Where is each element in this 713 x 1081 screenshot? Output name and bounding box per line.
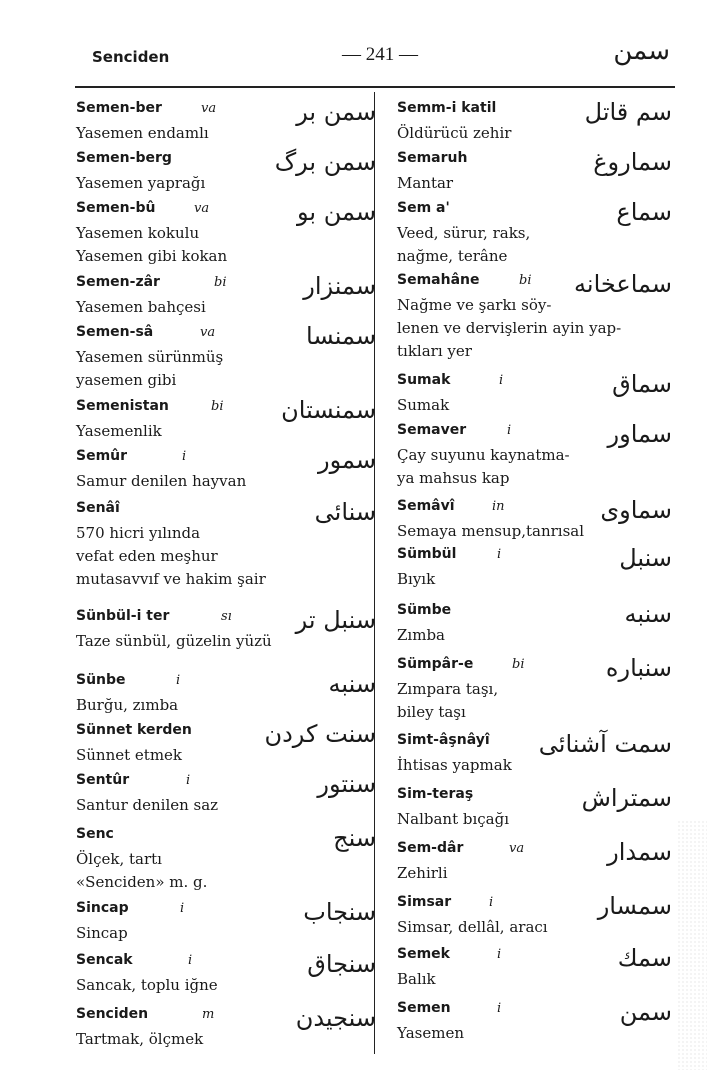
entry-arabic-script: سنائی (314, 498, 376, 526)
entry-arabic-script: سمن بر (296, 98, 376, 126)
entry-definition (76, 420, 162, 443)
entry-arabic-script: سمن بو (297, 198, 376, 226)
definition-line: tıkları yer (397, 342, 472, 360)
entry-term: Semâvî (397, 498, 455, 514)
entry-definition (397, 916, 548, 939)
definition-line: «Senciden» m. g. (76, 873, 208, 891)
definition-line: yasemen gibi (76, 371, 177, 389)
entry-definition (397, 294, 621, 363)
definition-line: Sumak (397, 396, 450, 414)
definition-line: Taze sünbül, güzelin yüzü (76, 632, 272, 650)
entry-definition (76, 1028, 203, 1051)
entry-term: Semaver (397, 422, 467, 438)
entry-grammar-tag: in (492, 499, 505, 514)
entry-grammar-tag: va (194, 201, 210, 216)
entry-definition (76, 522, 266, 591)
entry-term: Sümbe (397, 602, 452, 618)
entry-term: Senciden (76, 1006, 149, 1022)
entry-term: Simt-âşnâyî (397, 732, 490, 748)
entry-arabic-script: سنجیدن (295, 1004, 376, 1032)
entry-term: Sem a' (397, 200, 450, 216)
entry-term: Semen-ber (76, 100, 162, 116)
entry-arabic-script: سنبه (624, 600, 672, 628)
entry-grammar-tag: bi (519, 273, 532, 288)
entry-definition (397, 968, 436, 991)
definition-line: ya mahsus kap (397, 469, 510, 487)
entry-term: Semen-zâr (76, 274, 160, 290)
definition-line: Yasemen yaprağı (76, 174, 206, 192)
definition-line: Veed, sürur, raks, (397, 224, 531, 242)
entry-arabic-script: سماع (616, 198, 672, 226)
definition-line: Öldürücü zehir (397, 124, 512, 142)
header-guide-word: Senciden (92, 48, 170, 66)
definition-line: Ölçek, tartı (76, 850, 162, 868)
entry-arabic-script: سمت آشنائی (538, 730, 672, 758)
entry-grammar-tag: i (497, 947, 502, 962)
definition-line: Samur denilen hayvan (76, 472, 247, 490)
definition-line: Sincap (76, 924, 128, 942)
entry-grammar-tag: va (201, 101, 217, 116)
entry-term: Senc (76, 826, 114, 842)
definition-line: Yasemen gibi kokan (76, 247, 228, 265)
entry-definition (76, 848, 207, 894)
definition-line: Yasemenlik (76, 422, 162, 440)
entry-grammar-tag: bi (214, 275, 227, 290)
entry-definition (76, 296, 206, 319)
entry-definition (76, 974, 218, 997)
entry-arabic-script: سمك (617, 944, 672, 972)
entry-grammar-tag: i (489, 895, 494, 910)
entry-definition (397, 520, 584, 543)
entry-grammar-tag: m (202, 1007, 215, 1022)
entry-arabic-script: سم قاتل (584, 98, 672, 126)
entry-arabic-script: سنتور (317, 770, 376, 798)
entry-definition (76, 222, 227, 268)
entry-definition (397, 624, 445, 647)
entry-arabic-script: سنجاق (307, 950, 376, 978)
entry-definition (76, 470, 246, 493)
entry-term: Sümbül (397, 546, 457, 562)
entry-term: Semm-i katil (397, 100, 497, 116)
definition-line: Tartmak, ölçmek (76, 1030, 204, 1048)
entry-definition (397, 862, 448, 885)
entry-term: Sim-teraş (397, 786, 474, 802)
entry-arabic-script: سمنزار (303, 272, 376, 300)
entry-arabic-script: سماوی (600, 496, 672, 524)
entry-arabic-script: سمنستان (281, 396, 376, 424)
entry-arabic-script: سمن (619, 998, 672, 1026)
entry-term: Semenistan (76, 398, 169, 414)
definition-line: Bıyık (397, 570, 436, 588)
entry-term: Semaruh (397, 150, 468, 166)
entry-definition (76, 172, 205, 195)
definition-line: biley taşı (397, 703, 466, 721)
definition-line: İhtisas yapmak (397, 756, 512, 774)
entry-definition (397, 394, 449, 417)
header-arabic-guide: سمن (613, 36, 670, 66)
entry-definition (76, 346, 223, 392)
entry-term: Semahâne (397, 272, 480, 288)
entry-definition (397, 678, 498, 724)
entry-grammar-tag: i (507, 423, 512, 438)
entry-arabic-script: سمتراش (581, 784, 672, 812)
entry-grammar-tag: bi (512, 657, 525, 672)
entry-term: Semen-sâ (76, 324, 154, 340)
entry-arabic-script: سمسار (597, 892, 672, 920)
entry-definition (76, 922, 128, 945)
entry-term: Semûr (76, 448, 128, 464)
entry-term: Sünbe (76, 672, 126, 688)
definition-line: Burğu, zımba (76, 696, 179, 714)
entry-definition (76, 744, 182, 767)
entry-arabic-script: سماعخانه (574, 270, 672, 298)
entry-grammar-tag: i (176, 673, 181, 688)
entry-grammar-tag: i (499, 373, 504, 388)
entry-arabic-script: سنجاب (303, 898, 376, 926)
entry-grammar-tag: i (182, 449, 187, 464)
entry-definition (76, 794, 218, 817)
entry-grammar-tag: i (497, 1001, 502, 1016)
entry-arabic-script: سنج (333, 824, 376, 852)
entry-definition (397, 172, 453, 195)
entry-definition (397, 122, 511, 145)
entry-term: Sumak (397, 372, 451, 388)
entry-term: Sünnet kerden (76, 722, 192, 738)
definition-line: Zımba (397, 626, 445, 644)
definition-line: Zehirli (397, 864, 448, 882)
entry-arabic-script: سمنسا (306, 322, 376, 350)
entry-term: Senâî (76, 500, 120, 516)
entry-definition (397, 754, 512, 777)
entry-grammar-tag: sı (221, 609, 232, 624)
entry-term: Sünbül-i ter (76, 608, 170, 624)
entry-term: Sem-dâr (397, 840, 464, 856)
page-number: — 241 — (342, 44, 418, 65)
entry-term: Semen-bû (76, 200, 156, 216)
definition-line: Mantar (397, 174, 454, 192)
entry-definition (397, 1022, 464, 1045)
entry-term: Sencak (76, 952, 133, 968)
definition-line: Yasemen kokulu (76, 224, 200, 242)
entry-definition (397, 222, 530, 268)
definition-line: Santur denilen saz (76, 796, 219, 814)
definition-line: vefat eden meşhur (76, 547, 218, 565)
entry-grammar-tag: bi (211, 399, 224, 414)
entry-arabic-script: سمور (318, 446, 376, 474)
entry-term: Semen (397, 1000, 451, 1016)
left-column (76, 0, 376, 1081)
entry-arabic-script: سمدار (607, 838, 672, 866)
definition-line: Nalbant bıçağı (397, 810, 510, 828)
definition-line: lenen ve dervişlerin ayin yap- (397, 319, 622, 337)
entry-grammar-tag: va (200, 325, 216, 340)
entry-term: Sincap (76, 900, 129, 916)
entry-term: Sentûr (76, 772, 130, 788)
definition-line: Yasemen endamlı (76, 124, 209, 142)
definition-line: Yasemen sürünmüş (76, 348, 224, 366)
entry-definition (397, 808, 509, 831)
entry-arabic-script: سماروغ (593, 148, 672, 176)
entry-term: Semen-berg (76, 150, 172, 166)
definition-line: Sancak, toplu iğne (76, 976, 218, 994)
entry-grammar-tag: i (188, 953, 193, 968)
definition-line: Yasemen bahçesi (76, 298, 206, 316)
entry-arabic-script: سماور (607, 420, 672, 448)
definition-line: Balık (397, 970, 436, 988)
entry-arabic-script: سمن برگ (274, 148, 376, 176)
right-column (397, 0, 672, 1081)
entry-definition (76, 122, 209, 145)
definition-line: Zımpara taşı, (397, 680, 499, 698)
entry-arabic-script: سنبل تر (295, 606, 376, 634)
entry-grammar-tag: i (186, 773, 191, 788)
entry-arabic-script: سنبل (619, 544, 672, 572)
entry-grammar-tag: i (497, 547, 502, 562)
entry-definition (397, 568, 435, 591)
definition-line: Semaya mensup,tanrısal (397, 522, 585, 540)
entry-arabic-script: سنباره (605, 654, 672, 682)
entry-definition (397, 444, 570, 490)
definition-line: Çay suyunu kaynatma- (397, 446, 570, 464)
definition-line: Nağme ve şarkı söy- (397, 296, 552, 314)
entry-grammar-tag: i (180, 901, 185, 916)
entry-term: Simsar (397, 894, 452, 910)
entry-arabic-script: سماق (612, 370, 672, 398)
entry-term: Semek (397, 946, 450, 962)
entry-grammar-tag: va (509, 841, 525, 856)
definition-line: Yasemen (397, 1024, 465, 1042)
entry-definition (76, 694, 178, 717)
definition-line: Sünnet etmek (76, 746, 183, 764)
definition-line: mutasavvıf ve hakim şair (76, 570, 266, 588)
definition-line: nağme, terâne (397, 247, 508, 265)
entry-term: Sümpâr-e (397, 656, 474, 672)
scan-noise (677, 820, 707, 1070)
entry-arabic-script: سنبه (328, 670, 376, 698)
definition-line: 570 hicri yılında (76, 524, 201, 542)
entry-arabic-script: سنت کردن (264, 720, 376, 748)
definition-line: Simsar, dellâl, aracı (397, 918, 548, 936)
entry-definition (76, 630, 272, 653)
